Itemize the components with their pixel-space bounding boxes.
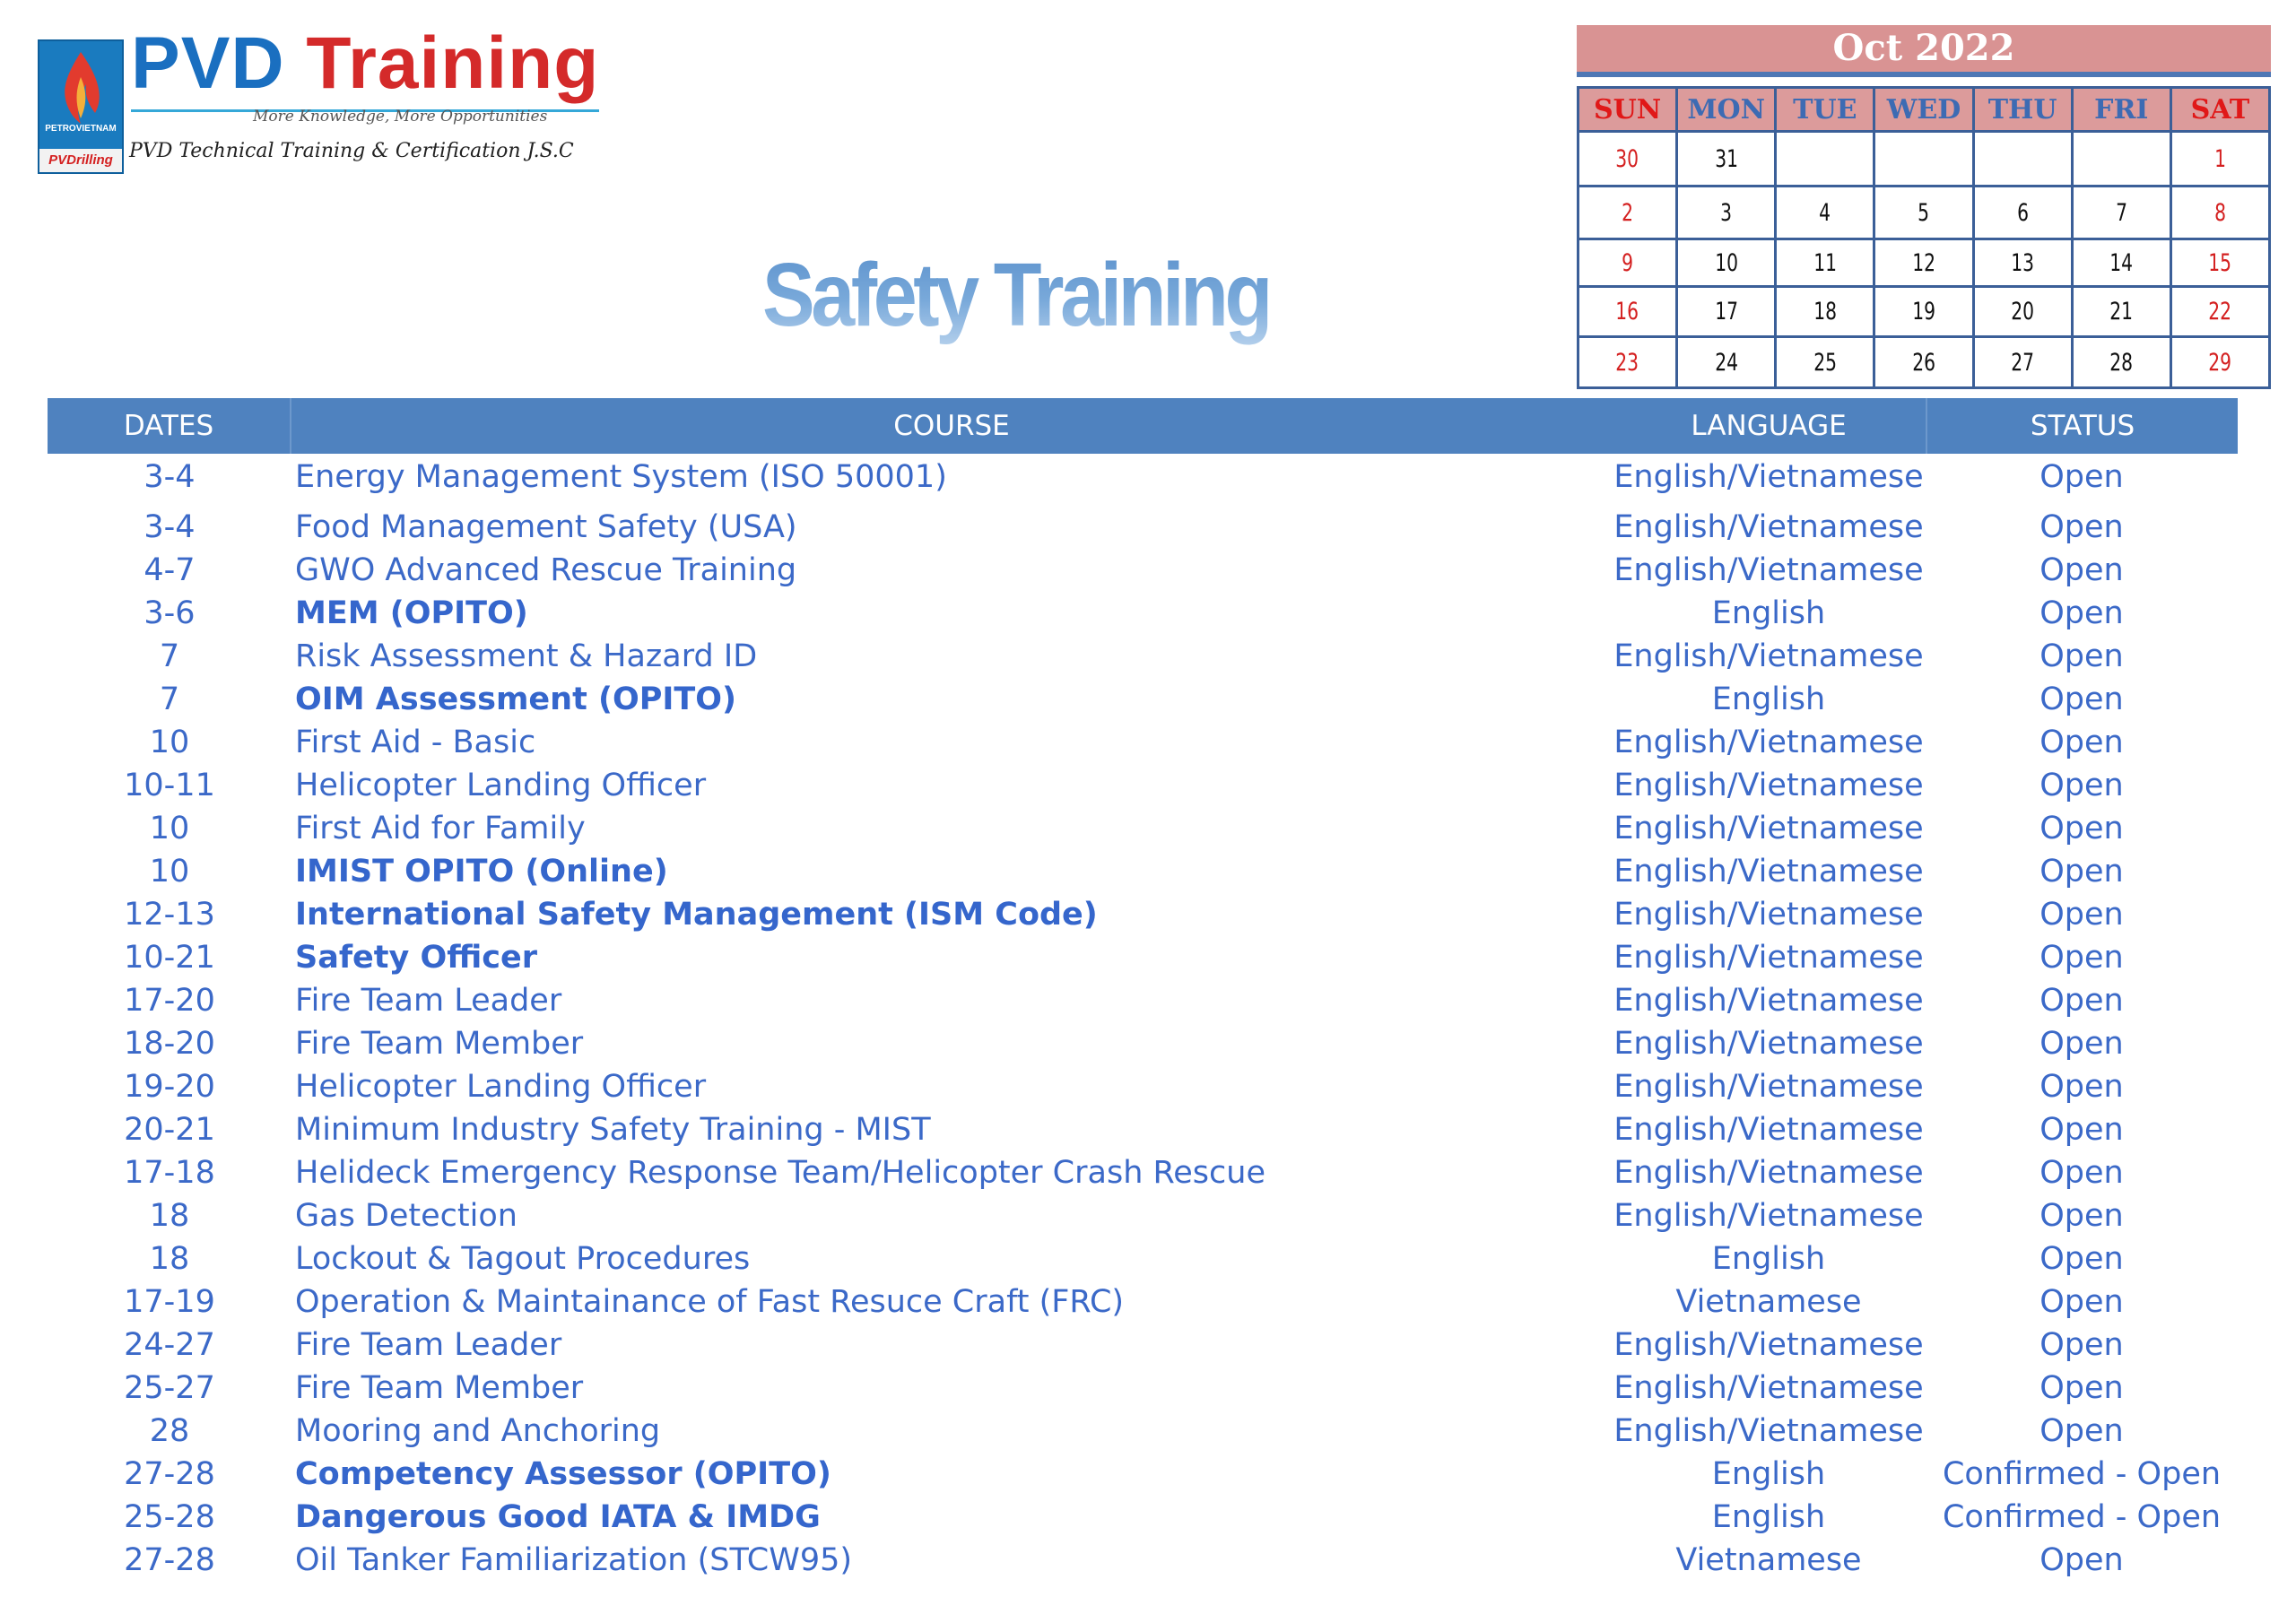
calendar-day-sat: [2170, 287, 2269, 337]
calendar-day-wed: [1874, 187, 1973, 239]
cell-course: Fire Team Leader: [295, 1327, 562, 1363]
table-row: [48, 456, 2238, 499]
cell-language: English/Vietnamese: [1613, 1370, 1924, 1406]
logo-tagline: More Knowledge, More Opportunities: [253, 108, 548, 126]
cell-language: English/Vietnamese: [1613, 1112, 1924, 1148]
calendar-day-number: 2: [1622, 198, 1634, 227]
calendar-day-number: 20: [2011, 298, 2035, 325]
cell-language: English/Vietnamese: [1613, 1026, 1924, 1062]
column-header-course: COURSE: [893, 410, 1010, 442]
table-row: [48, 1324, 2238, 1367]
table-row: [48, 850, 2238, 893]
cell-language: English: [1711, 1456, 1826, 1492]
cell-course: Helicopter Landing Officer: [295, 768, 707, 803]
calendar-month-title: Oct 2022: [1577, 25, 2271, 77]
cell-status: Open: [2039, 1370, 2124, 1406]
calendar-day-wed: [1874, 337, 1973, 388]
calendar-week-row: [1578, 187, 2270, 239]
table-row: [48, 1065, 2238, 1108]
cell-status: Open: [2039, 854, 2124, 890]
table-row: [48, 635, 2238, 678]
table-row: [48, 807, 2238, 850]
cell-status: Open: [2039, 552, 2124, 588]
calendar-day-number: 30: [1615, 144, 1639, 173]
table-row: [48, 1410, 2238, 1453]
cell-language: English/Vietnamese: [1613, 854, 1924, 890]
calendar-day-number: 18: [1813, 298, 1837, 325]
calendar-day-mon: [1677, 187, 1776, 239]
cell-status: Open: [2039, 459, 2124, 495]
weekday-fri: FRI: [2072, 88, 2170, 132]
calendar-day-sun: [1578, 132, 1677, 187]
cell-language: English/Vietnamese: [1613, 1327, 1924, 1363]
cell-status: Open: [2039, 595, 2124, 631]
calendar-day-number: 13: [2011, 248, 2035, 277]
cell-status: Confirmed - Open: [1942, 1456, 2222, 1492]
calendar-day-number: 26: [1912, 348, 1935, 377]
cell-language: Vietnamese: [1675, 1284, 1862, 1320]
calendar-day-mon: [1677, 132, 1776, 187]
calendar-day-thu: [1973, 287, 2072, 337]
calendar-day-number: 8: [2213, 198, 2226, 227]
cell-language: English/Vietnamese: [1613, 940, 1924, 976]
calendar-day-fri: [2072, 287, 2170, 337]
calendar-day-number: 17: [1714, 298, 1738, 325]
cell-status: Open: [2039, 1026, 2124, 1062]
logo-mark-bottom-text: PVDrilling: [39, 149, 122, 172]
page-title: Safety Training: [762, 245, 1269, 345]
cell-language: Vietnamese: [1675, 1542, 1862, 1578]
cell-language: English: [1711, 595, 1826, 631]
cell-dates: 10: [149, 725, 190, 760]
cell-status: Open: [2039, 1155, 2124, 1191]
calendar-day-thu: [1973, 239, 2072, 287]
calendar-day-tue: [1776, 187, 1874, 239]
cell-course: IMIST OPITO (Online): [295, 854, 668, 890]
calendar-day-number: 25: [1813, 348, 1837, 377]
calendar-day-mon: [1677, 287, 1776, 337]
calendar-day-mon: [1677, 239, 1776, 287]
cell-language: English/Vietnamese: [1613, 1069, 1924, 1105]
calendar-day-number: 21: [2109, 298, 2134, 325]
calendar-day-number: 19: [1912, 298, 1935, 325]
calendar-day-number: 9: [1622, 248, 1634, 277]
cell-language: English: [1711, 1241, 1826, 1277]
table-row: [48, 1496, 2238, 1539]
logo-brand-pvd: PVD: [131, 22, 285, 104]
cell-course: OIM Assessment (OPITO): [295, 681, 737, 717]
cell-dates: 3-4: [144, 509, 196, 545]
calendar-day-wed: [1874, 239, 1973, 287]
cell-status: Open: [2039, 983, 2124, 1019]
cell-language: English/Vietnamese: [1613, 1413, 1924, 1449]
cell-course: MEM (OPITO): [295, 595, 528, 631]
weekday-thu: THU: [1973, 88, 2072, 132]
cell-status: Open: [2039, 811, 2124, 846]
calendar-day-sun: [1578, 337, 1677, 388]
calendar-day-sat: [2170, 187, 2269, 239]
cell-language: English/Vietnamese: [1613, 725, 1924, 760]
calendar-day-number: 5: [1918, 198, 1930, 227]
cell-course: Helicopter Landing Officer: [295, 1069, 707, 1105]
table-row: [48, 979, 2238, 1022]
calendar-day-number: 23: [1615, 348, 1639, 377]
calendar-day-sun: [1578, 239, 1677, 287]
cell-status: Open: [2039, 1284, 2124, 1320]
calendar-grid: [1577, 86, 2271, 389]
cell-status: Open: [2039, 509, 2124, 545]
table-row: [48, 721, 2238, 764]
weekday-mon: MON: [1677, 88, 1776, 132]
cell-dates: 17-20: [124, 983, 215, 1019]
cell-language: English: [1711, 681, 1826, 717]
cell-dates: 7: [159, 638, 180, 674]
table-row: [48, 1022, 2238, 1065]
column-header-language: LANGUAGE: [1691, 410, 1847, 442]
cell-dates: 3-4: [144, 459, 196, 495]
table-row: [48, 1194, 2238, 1237]
cell-course: Competency Assessor (OPITO): [295, 1456, 831, 1492]
table-row: [48, 764, 2238, 807]
cell-course: GWO Advanced Rescue Training: [295, 552, 797, 588]
cell-language: English/Vietnamese: [1613, 811, 1924, 846]
cell-dates: 19-20: [124, 1069, 215, 1105]
cell-course: Food Management Safety (USA): [295, 509, 797, 545]
cell-course: Mooring and Anchoring: [295, 1413, 661, 1449]
cell-course: Gas Detection: [295, 1198, 517, 1234]
calendar-week-row: [1578, 132, 2270, 187]
calendar-day-number: 11: [1813, 248, 1837, 277]
cell-status: Open: [2039, 725, 2124, 760]
weekday-sat: SAT: [2170, 88, 2269, 132]
cell-dates: 10-11: [124, 768, 215, 803]
cell-course: Safety Officer: [295, 940, 538, 976]
calendar-day-thu: [1973, 337, 2072, 388]
cell-status: Confirmed - Open: [1942, 1499, 2222, 1535]
weekday-tue: TUE: [1776, 88, 1874, 132]
cell-status: Open: [2039, 1198, 2124, 1234]
calendar-day-fri: [2072, 187, 2170, 239]
calendar-day-number: 6: [2016, 198, 2029, 227]
cell-dates: 17-19: [124, 1284, 215, 1320]
cell-language: English/Vietnamese: [1613, 1155, 1924, 1191]
calendar-day-number: 1: [2213, 144, 2226, 173]
cell-language: English: [1711, 1499, 1826, 1535]
cell-course: Dangerous Good IATA & IMDG: [295, 1499, 821, 1535]
cell-status: Open: [2039, 768, 2124, 803]
calendar-day-tue: [1776, 132, 1874, 187]
weekday-wed: WED: [1874, 88, 1973, 132]
cell-dates: 24-27: [124, 1327, 215, 1363]
calendar-day-sat: [2170, 337, 2269, 388]
cell-dates: 10: [149, 854, 190, 890]
table-row: [48, 1367, 2238, 1410]
cell-dates: 18: [149, 1198, 190, 1234]
cell-dates: 18: [149, 1241, 190, 1277]
calendar-day-number: 24: [1714, 348, 1738, 377]
cell-status: Open: [2039, 638, 2124, 674]
logo-brand-training: Training: [306, 22, 600, 104]
cell-language: English/Vietnamese: [1613, 897, 1924, 933]
calendar-day-number: 3: [1720, 198, 1733, 227]
cell-dates: 17-18: [124, 1155, 215, 1191]
cell-dates: 27-28: [124, 1542, 215, 1578]
calendar-day-number: 31: [1714, 144, 1738, 173]
cell-status: Open: [2039, 940, 2124, 976]
cell-status: Open: [2039, 1112, 2124, 1148]
table-row: [48, 549, 2238, 592]
cell-dates: 27-28: [124, 1456, 215, 1492]
cell-status: Open: [2039, 1069, 2124, 1105]
calendar-day-thu: [1973, 132, 2072, 187]
calendar-day-mon: [1677, 337, 1776, 388]
weekday-sun: SUN: [1578, 88, 1677, 132]
cell-course: Energy Management System (ISO 50001): [295, 459, 947, 495]
calendar-day-number: 27: [2011, 348, 2035, 377]
table-row: [48, 893, 2238, 936]
calendar-day-number: 16: [1615, 298, 1639, 325]
company-logo: [38, 22, 612, 178]
table-row: [48, 1280, 2238, 1324]
cell-course: Risk Assessment & Hazard ID: [295, 638, 758, 674]
calendar-day-sat: [2170, 132, 2269, 187]
cell-language: English/Vietnamese: [1613, 552, 1924, 588]
table-row: [48, 592, 2238, 635]
cell-dates: 28: [149, 1413, 190, 1449]
cell-dates: 25-27: [124, 1370, 215, 1406]
calendar-day-fri: [2072, 239, 2170, 287]
cell-language: English/Vietnamese: [1613, 509, 1924, 545]
table-row: [48, 506, 2238, 549]
cell-dates: 12-13: [124, 897, 215, 933]
calendar-day-number: 7: [2115, 198, 2127, 227]
calendar-day-tue: [1776, 337, 1874, 388]
cell-course: Fire Team Member: [295, 1026, 584, 1062]
calendar-day-thu: [1973, 187, 2072, 239]
calendar-week-row: [1578, 337, 2270, 388]
calendar-day-number: 4: [1819, 198, 1831, 227]
calendar-day-number: 29: [2208, 348, 2232, 377]
cell-dates: 4-7: [144, 552, 196, 588]
cell-language: English/Vietnamese: [1613, 638, 1924, 674]
cell-course: Fire Team Leader: [295, 983, 562, 1019]
logo-mark-top-text: PETROVIETNAM: [45, 124, 117, 134]
column-header-status: STATUS: [1926, 398, 2238, 454]
calendar-week-row: [1578, 287, 2270, 337]
calendar-day-wed: [1874, 132, 1973, 187]
table-row: [48, 1151, 2238, 1194]
petrovietnam-flame-icon: [38, 39, 124, 174]
calendar-day-fri: [2072, 132, 2170, 187]
calendar-day-sun: [1578, 287, 1677, 337]
calendar-day-number: 14: [2109, 248, 2134, 277]
table-row: [48, 1237, 2238, 1280]
calendar-day-number: 15: [2208, 248, 2232, 277]
calendar-day-sat: [2170, 239, 2269, 287]
cell-language: English/Vietnamese: [1613, 983, 1924, 1019]
cell-language: English/Vietnamese: [1613, 459, 1924, 495]
calendar-day-number: 10: [1714, 248, 1738, 277]
calendar-day-wed: [1874, 287, 1973, 337]
cell-course: Fire Team Member: [295, 1370, 584, 1406]
table-row: [48, 1453, 2238, 1496]
calendar-day-sun: [1578, 187, 1677, 239]
cell-status: Open: [2039, 1241, 2124, 1277]
calendar-day-tue: [1776, 287, 1874, 337]
cell-course: Lockout & Tagout Procedures: [295, 1241, 751, 1277]
cell-course: Helideck Emergency Response Team/Helicopter Crash Rescue: [295, 1155, 1265, 1191]
calendar-day-number: 28: [2109, 348, 2134, 377]
cell-dates: 7: [159, 681, 180, 717]
calendar-day-fri: [2072, 337, 2170, 388]
logo-brand: [131, 22, 599, 106]
cell-status: Open: [2039, 897, 2124, 933]
cell-course: International Safety Management (ISM Code): [295, 897, 1098, 933]
cell-status: Open: [2039, 1542, 2124, 1578]
cell-dates: 18-20: [124, 1026, 215, 1062]
cell-course: First Aid for Family: [295, 811, 586, 846]
logo-company-name: PVD Technical Training & Certification J.S.C: [129, 140, 574, 162]
month-calendar: [1577, 25, 2271, 389]
schedule-table-header: [48, 398, 2238, 454]
table-row: [48, 1539, 2238, 1582]
table-row: [48, 1108, 2238, 1151]
cell-dates: 10: [149, 811, 190, 846]
cell-course: First Aid - Basic: [295, 725, 536, 760]
calendar-day-tue: [1776, 239, 1874, 287]
table-row: [48, 678, 2238, 721]
cell-dates: 3-6: [144, 595, 196, 631]
column-header-dates: DATES: [48, 398, 291, 454]
cell-course: Operation & Maintainance of Fast Resuce Craft (FRC): [295, 1284, 1125, 1320]
cell-language: English/Vietnamese: [1613, 768, 1924, 803]
cell-dates: 25-28: [124, 1499, 215, 1535]
table-row: [48, 936, 2238, 979]
cell-status: Open: [2039, 1413, 2124, 1449]
cell-dates: 10-21: [124, 940, 215, 976]
cell-language: English/Vietnamese: [1613, 1198, 1924, 1234]
cell-status: Open: [2039, 681, 2124, 717]
calendar-day-number: 22: [2208, 298, 2232, 325]
cell-status: Open: [2039, 1327, 2124, 1363]
calendar-day-number: 12: [1912, 248, 1935, 277]
cell-course: Oil Tanker Familiarization (STCW95): [295, 1542, 853, 1578]
cell-dates: 20-21: [124, 1112, 215, 1148]
cell-course: Minimum Industry Safety Training - MIST: [295, 1112, 931, 1148]
calendar-week-row: [1578, 239, 2270, 287]
